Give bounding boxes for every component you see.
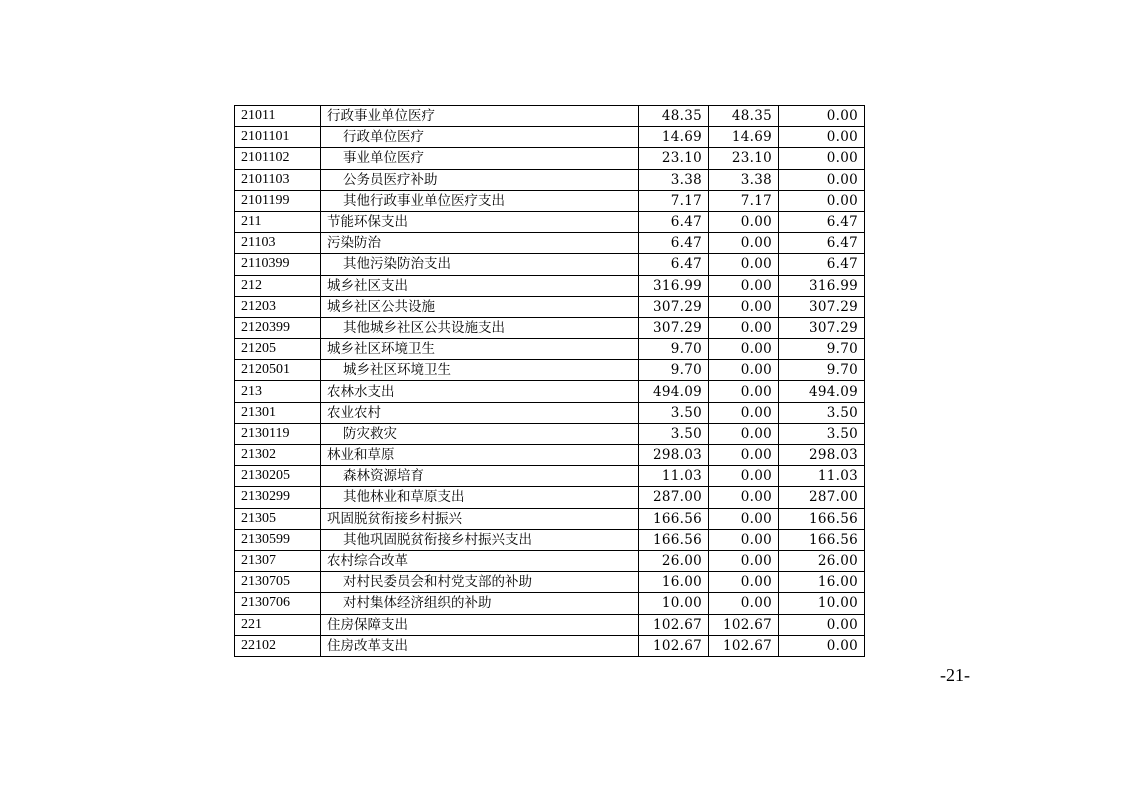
row-code: 2130599: [235, 529, 321, 550]
table-row: [235, 529, 865, 550]
row-code: 2101199: [235, 190, 321, 211]
row-value-2: 7.17: [709, 190, 779, 211]
row-value-3: 9.70: [779, 339, 865, 360]
row-name: 巩固脱贫衔接乡村振兴: [321, 508, 639, 529]
row-value-1: 3.50: [639, 423, 709, 444]
table-row: [235, 296, 865, 317]
row-value-2: 0.00: [709, 317, 779, 338]
row-code: 21103: [235, 233, 321, 254]
table-row: [235, 614, 865, 635]
row-value-3: 16.00: [779, 572, 865, 593]
row-value-2: 0.00: [709, 593, 779, 614]
row-value-3: 307.29: [779, 296, 865, 317]
row-value-3: 307.29: [779, 317, 865, 338]
row-code: 22102: [235, 635, 321, 656]
row-value-2: 14.69: [709, 127, 779, 148]
row-name: 农林水支出: [321, 381, 639, 402]
row-value-3: 287.00: [779, 487, 865, 508]
table-row: [235, 635, 865, 656]
table-row: [235, 445, 865, 466]
row-value-2: 0.00: [709, 360, 779, 381]
row-value-3: 6.47: [779, 211, 865, 232]
row-code: 2101101: [235, 127, 321, 148]
budget-table: [234, 105, 865, 657]
row-value-2: 0.00: [709, 402, 779, 423]
row-value-1: 102.67: [639, 635, 709, 656]
row-value-1: 9.70: [639, 339, 709, 360]
row-value-1: 14.69: [639, 127, 709, 148]
row-value-1: 307.29: [639, 296, 709, 317]
row-code: 21302: [235, 445, 321, 466]
row-code: 213: [235, 381, 321, 402]
table-row: [235, 423, 865, 444]
row-code: 2101102: [235, 148, 321, 169]
row-value-2: 0.00: [709, 572, 779, 593]
row-value-1: 287.00: [639, 487, 709, 508]
row-value-2: 0.00: [709, 466, 779, 487]
row-value-1: 7.17: [639, 190, 709, 211]
row-value-3: 316.99: [779, 275, 865, 296]
row-name: 住房保障支出: [321, 614, 639, 635]
row-name: 农业农村: [321, 402, 639, 423]
table-row: [235, 254, 865, 275]
table-row: [235, 466, 865, 487]
row-code: 2130705: [235, 572, 321, 593]
row-name: 城乡社区公共设施: [321, 296, 639, 317]
row-value-1: 16.00: [639, 572, 709, 593]
row-name: 对村集体经济组织的补助: [321, 593, 639, 614]
table-row: [235, 360, 865, 381]
table-row: [235, 339, 865, 360]
row-name: 城乡社区支出: [321, 275, 639, 296]
row-value-1: 6.47: [639, 211, 709, 232]
row-value-2: 23.10: [709, 148, 779, 169]
row-name: 行政事业单位医疗: [321, 106, 639, 127]
row-value-2: 0.00: [709, 211, 779, 232]
row-value-2: 0.00: [709, 423, 779, 444]
row-value-3: 11.03: [779, 466, 865, 487]
row-code: 21305: [235, 508, 321, 529]
row-value-3: 0.00: [779, 127, 865, 148]
row-value-3: 166.56: [779, 508, 865, 529]
row-value-2: 102.67: [709, 635, 779, 656]
table-row: [235, 211, 865, 232]
row-value-1: 316.99: [639, 275, 709, 296]
table-row: [235, 190, 865, 211]
row-value-2: 102.67: [709, 614, 779, 635]
row-value-3: 3.50: [779, 423, 865, 444]
row-value-1: 23.10: [639, 148, 709, 169]
row-value-3: 0.00: [779, 190, 865, 211]
row-value-3: 3.50: [779, 402, 865, 423]
row-name: 农村综合改革: [321, 550, 639, 571]
row-value-1: 166.56: [639, 508, 709, 529]
row-value-1: 9.70: [639, 360, 709, 381]
budget-table-body: [235, 106, 865, 657]
row-code: 2101103: [235, 169, 321, 190]
row-value-2: 0.00: [709, 381, 779, 402]
table-row: [235, 487, 865, 508]
row-value-1: 11.03: [639, 466, 709, 487]
row-value-1: 102.67: [639, 614, 709, 635]
row-value-3: 0.00: [779, 169, 865, 190]
row-value-1: 307.29: [639, 317, 709, 338]
row-code: 212: [235, 275, 321, 296]
row-code: 2110399: [235, 254, 321, 275]
table-row: [235, 508, 865, 529]
row-value-1: 26.00: [639, 550, 709, 571]
row-name: 其他城乡社区公共设施支出: [321, 317, 639, 338]
row-name: 城乡社区环境卫生: [321, 360, 639, 381]
row-value-1: 494.09: [639, 381, 709, 402]
table-row: [235, 550, 865, 571]
row-code: 2130706: [235, 593, 321, 614]
row-code: 2130119: [235, 423, 321, 444]
row-value-3: 0.00: [779, 635, 865, 656]
row-name: 污染防治: [321, 233, 639, 254]
row-code: 2120501: [235, 360, 321, 381]
row-value-3: 6.47: [779, 254, 865, 275]
table-row: [235, 169, 865, 190]
row-value-1: 48.35: [639, 106, 709, 127]
row-code: 21203: [235, 296, 321, 317]
row-value-2: 0.00: [709, 339, 779, 360]
table-row: [235, 593, 865, 614]
row-code: 21011: [235, 106, 321, 127]
row-value-2: 0.00: [709, 233, 779, 254]
page-number: -21-: [940, 665, 970, 685]
row-code: 21205: [235, 339, 321, 360]
table-row: [235, 381, 865, 402]
row-name: 对村民委员会和村党支部的补助: [321, 572, 639, 593]
row-value-2: 0.00: [709, 275, 779, 296]
row-value-3: 0.00: [779, 148, 865, 169]
row-value-1: 10.00: [639, 593, 709, 614]
table-row: [235, 402, 865, 423]
row-value-2: 0.00: [709, 550, 779, 571]
row-value-1: 6.47: [639, 254, 709, 275]
row-value-2: 0.00: [709, 445, 779, 466]
row-name: 林业和草原: [321, 445, 639, 466]
row-name: 住房改革支出: [321, 635, 639, 656]
row-value-3: 298.03: [779, 445, 865, 466]
row-name: 森林资源培育: [321, 466, 639, 487]
row-value-3: 6.47: [779, 233, 865, 254]
row-code: 2130205: [235, 466, 321, 487]
row-value-2: 48.35: [709, 106, 779, 127]
table-row: [235, 233, 865, 254]
table-row: [235, 572, 865, 593]
row-value-3: 0.00: [779, 614, 865, 635]
row-value-3: 494.09: [779, 381, 865, 402]
row-value-3: 0.00: [779, 106, 865, 127]
row-name: 行政单位医疗: [321, 127, 639, 148]
row-name: 事业单位医疗: [321, 148, 639, 169]
row-value-1: 166.56: [639, 529, 709, 550]
row-code: 221: [235, 614, 321, 635]
table-row: [235, 106, 865, 127]
row-value-1: 6.47: [639, 233, 709, 254]
row-name: 其他林业和草原支出: [321, 487, 639, 508]
row-code: 2120399: [235, 317, 321, 338]
row-value-1: 3.50: [639, 402, 709, 423]
row-value-2: 0.00: [709, 508, 779, 529]
row-code: 21307: [235, 550, 321, 571]
row-name: 城乡社区环境卫生: [321, 339, 639, 360]
row-name: 其他污染防治支出: [321, 254, 639, 275]
row-name: 防灾救灾: [321, 423, 639, 444]
table-row: [235, 148, 865, 169]
row-name: 公务员医疗补助: [321, 169, 639, 190]
row-value-2: 0.00: [709, 529, 779, 550]
row-value-1: 3.38: [639, 169, 709, 190]
row-value-3: 9.70: [779, 360, 865, 381]
row-value-2: 0.00: [709, 296, 779, 317]
row-value-2: 0.00: [709, 487, 779, 508]
table-row: [235, 127, 865, 148]
row-value-3: 166.56: [779, 529, 865, 550]
row-code: 21301: [235, 402, 321, 423]
row-code: 211: [235, 211, 321, 232]
row-value-3: 26.00: [779, 550, 865, 571]
row-name: 其他巩固脱贫衔接乡村振兴支出: [321, 529, 639, 550]
table-row: [235, 275, 865, 296]
row-name: 节能环保支出: [321, 211, 639, 232]
row-value-3: 10.00: [779, 593, 865, 614]
row-value-2: 0.00: [709, 254, 779, 275]
row-value-1: 298.03: [639, 445, 709, 466]
row-value-2: 3.38: [709, 169, 779, 190]
table-row: [235, 317, 865, 338]
row-code: 2130299: [235, 487, 321, 508]
row-name: 其他行政事业单位医疗支出: [321, 190, 639, 211]
